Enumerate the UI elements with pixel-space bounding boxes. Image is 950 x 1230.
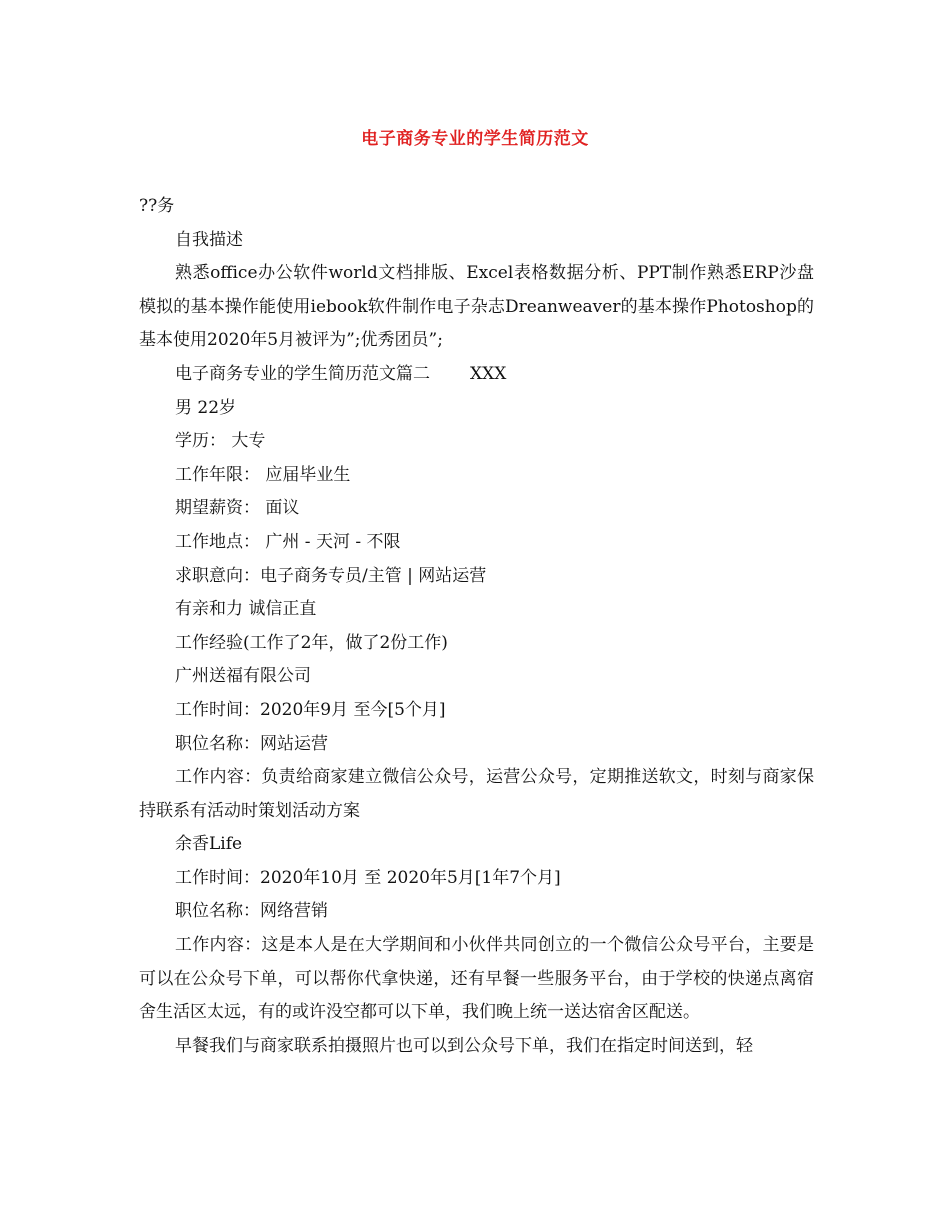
paragraph: 工作经验(工作了2年，做了2份工作): [175, 632, 448, 653]
paragraph: 工作时间：2020年9月 至今[5个月]: [175, 699, 446, 720]
document-title: 电子商务专业的学生简历范文: [361, 129, 589, 149]
paragraph: ??务: [139, 196, 175, 216]
paragraph: 工作内容：负责给商家建立微信公众号，运营公众号，定期推送软文，时刻与商家保持联系有活动时策划活动方案: [139, 767, 814, 821]
paragraph-resume-heading: [139, 358, 814, 392]
paragraph: 职位名称：网络营销: [175, 901, 328, 922]
document-body: [139, 190, 814, 1063]
paragraph: 学历： 大专: [175, 431, 266, 452]
paragraph: 自我描述: [175, 229, 243, 250]
paragraph: 广州送福有限公司: [175, 666, 311, 687]
paragraph: 职位名称：网站运营: [175, 733, 328, 754]
paragraph: 工作地点： 广州 - 天河 - 不限: [175, 531, 401, 552]
paragraph: 工作内容：这是本人是在大学期间和小伙伴共同创立的一个微信公众号平台，主要是可以在公众号下单，可以帮你代拿快递，还有早餐一些服务平台，由于学校的快递点离宿舍生活区太远，有的或许没空都可以下单，我们晚上统一送达宿舍区配送。: [139, 935, 814, 1023]
paragraph: 求职意向：电子商务专员/主管 | 网站运营: [175, 565, 487, 586]
paragraph: 熟悉office办公软件world文档排版、Excel表格数据分析、PPT制作熟悉ERP沙盘模拟的基本操作能使用iebook软件制作电子杂志Dreanweaver的基本操作Photoshop的基本使用2020年5月被评为”;优秀团员”;: [139, 263, 814, 351]
paragraph: 有亲和力 诚信正直: [175, 599, 317, 620]
paragraph: 工作年限： 应届毕业生: [175, 464, 351, 485]
paragraph: 期望薪资： 面议: [175, 498, 300, 519]
paragraph: 早餐我们与商家联系拍摄照片也可以到公众号下单，我们在指定时间送到，轻: [175, 1035, 753, 1056]
resume-name: XXX: [470, 363, 507, 384]
paragraph: 男 22岁: [175, 397, 237, 418]
paragraph: 工作时间：2020年10月 至 2020年5月[1年7个月]: [175, 867, 561, 888]
paragraph: 余香Life: [175, 834, 243, 855]
resume-heading-text: 电子商务专业的学生简历范文篇二: [175, 363, 430, 384]
